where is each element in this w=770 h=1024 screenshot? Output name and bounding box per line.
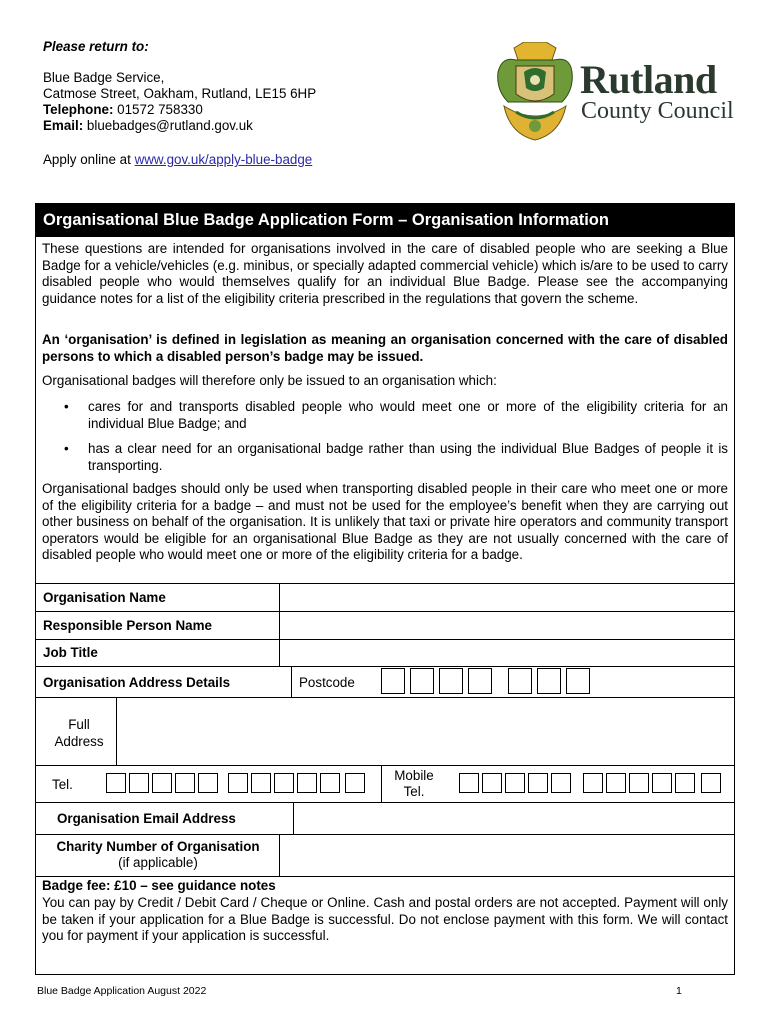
divider [35,802,735,803]
postcode-box[interactable] [566,668,590,694]
apply-prefix: Apply online at [43,152,135,167]
divider [381,765,382,802]
email-line [43,118,253,134]
bullet-1-text: cares for and transports disabled people who would meet one or more of the eligibility criteria for an individual Blue Badge; and [88,399,728,431]
org-name-label: Organisation Name [43,590,166,605]
fee-heading: Badge fee: £10 – see guidance notes [42,878,276,893]
divider [35,834,735,835]
org-email-input[interactable] [296,804,733,832]
full-address-label-line1: Full [68,717,90,732]
mobile-label-line2: Tel. [403,784,425,799]
address-details-label: Organisation Address Details [43,675,231,690]
divider [291,666,292,697]
tel-digit-box[interactable] [345,773,365,793]
page-number: 1 [676,985,682,997]
telephone-line [43,102,203,118]
mobile-digit-box[interactable] [505,773,525,793]
tel-label: Tel. [52,777,73,792]
mobile-digit-box[interactable] [528,773,548,793]
mobile-digit-box[interactable] [459,773,479,793]
mobile-digit-box[interactable] [551,773,571,793]
postal-address: Catmose Street, Oakham, Rutland, LE15 6HP [43,86,317,101]
tel-digit-box[interactable] [320,773,340,793]
responsible-person-label: Responsible Person Name [43,618,212,633]
council-name-line1: Rutland [580,57,717,102]
job-title-input[interactable] [282,641,733,665]
issued-intro-text: Organisational badges will therefore only be issued to an organisation which: [42,373,497,388]
charity-label-note: (if applicable) [118,855,198,870]
responsible-person-input[interactable] [282,613,733,637]
tel-digit-box[interactable] [198,773,218,793]
form-title: Organisational Blue Badge Application Form – Organisation Information [35,203,735,237]
tel-digit-box[interactable] [228,773,248,793]
tel-digit-box[interactable] [152,773,172,793]
telephone-value: 01572 758330 [113,102,203,117]
full-address-label-line2: Address [54,734,104,749]
divider [279,834,280,876]
mobile-label-line1: Mobile [394,768,434,783]
divider [35,583,735,584]
email-value: bluebadges@rutland.gov.uk [83,118,253,133]
divider [35,876,735,877]
org-email-label: Organisation Email Address [57,811,236,826]
divider [293,802,294,834]
mobile-digit-box[interactable] [652,773,672,793]
postcode-box[interactable] [468,668,492,694]
postcode-label: Postcode [299,675,355,690]
footer-label: Blue Badge Application August 2022 [37,985,207,997]
postcode-box[interactable] [439,668,463,694]
full-address-input[interactable] [119,699,733,763]
bullet-2-text: has a clear need for an organisational badge rather than using the individual Blue Badges of people it is transporting. [88,441,728,473]
definition-text: An ‘organisation’ is defined in legislation as meaning an organisation concerned with the care of disabled persons to which a disabled person’s badge may be issued. [42,332,728,364]
bullet-1-marker: • [64,399,69,414]
service-name: Blue Badge Service, [43,70,165,85]
mobile-digit-box[interactable] [482,773,502,793]
tel-digit-box[interactable] [106,773,126,793]
tel-digit-box[interactable] [297,773,317,793]
charity-number-input[interactable] [282,836,733,874]
divider [35,697,735,698]
return-label: Please return to: [43,39,149,54]
divider [35,666,735,667]
charity-label-line1: Charity Number of Organisation [56,839,260,854]
intro-text: These questions are intended for organisations involved in the care of disabled people who are seeking a Blue Badge for a vehicle/vehicles (e.g. minibus, or specially adapted commercial vehicle) which is/are to be used to carry disabled people who would themselves qualify for an individual Blue Badge. Please see the accompanying guidance notes for a list of the eligibility criteria prescribed in the regulations that govern the scheme. [42,241,728,306]
mobile-digit-box[interactable] [583,773,603,793]
apply-online-line [43,152,312,168]
apply-link[interactable]: www.gov.uk/apply-blue-badge [134,152,313,167]
mobile-label [388,768,440,800]
postcode-box[interactable] [537,668,561,694]
council-crest-icon [494,42,576,142]
fee-text: You can pay by Credit / Debit Card / Cheque or Online. Cash and postal orders are not accepted. Payment will only be taken if your application for a Blue Badge is successful. Do not enclose payment with this form. We will contact you for payment if your application is successful. [42,895,728,944]
tel-digit-box[interactable] [274,773,294,793]
usage-text: Organisational badges should only be used when transporting disabled people in their care who meet one or more of the eligibility criteria for a badge – and must not be used for the employee’s benefit when they are carrying out other business on behalf of the organisation. It is unlikely that taxi or private hire operators and community transport operators would be eligible for an organisational Blue Badge as they are not usually concerned with the care of disabled people who would meet one or more of the eligibility criteria for a badge. [42,481,728,563]
divider [279,583,280,666]
divider [35,639,735,640]
mobile-digit-box[interactable] [701,773,721,793]
charity-label [38,839,278,871]
postcode-box[interactable] [381,668,405,694]
mobile-digit-box[interactable] [675,773,695,793]
postcode-box[interactable] [410,668,434,694]
org-name-input[interactable] [282,585,733,609]
bullet-2-marker: • [64,441,69,456]
telephone-label: Telephone: [43,102,114,117]
postcode-box[interactable] [508,668,532,694]
mobile-digit-box[interactable] [629,773,649,793]
mobile-digit-box[interactable] [606,773,626,793]
divider [35,765,735,766]
full-address-label [48,716,110,750]
job-title-label: Job Title [43,645,98,660]
divider [35,611,735,612]
divider [116,697,117,765]
tel-digit-box[interactable] [251,773,271,793]
tel-digit-box[interactable] [129,773,149,793]
council-name-line2: County Council [581,98,734,124]
email-label: Email: [43,118,84,133]
tel-digit-box[interactable] [175,773,195,793]
